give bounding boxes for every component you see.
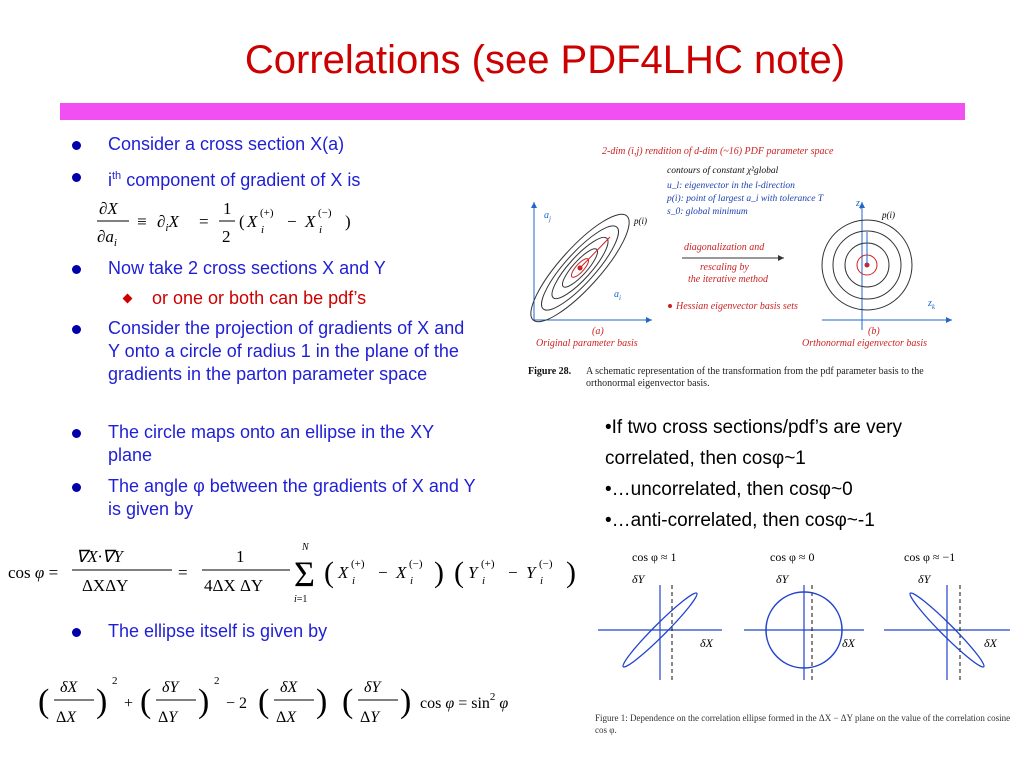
bullet-text: Consider a cross section X(a) xyxy=(108,134,345,154)
slide-title: Correlations (see PDF4LHC note) xyxy=(244,38,846,82)
svg-text:+: + xyxy=(124,695,134,712)
svg-text:−: − xyxy=(508,563,518,582)
svg-text:cos φ =: cos φ = xyxy=(8,563,59,582)
svg-text:=: = xyxy=(178,563,188,582)
bullet-dot-icon xyxy=(72,173,81,182)
bullet-text: Consider the projection of gradients of X and Y onto a circle of radius 1 in the plane of the gradients in the parton parameter space xyxy=(108,318,465,384)
svg-text:(: ( xyxy=(454,556,464,589)
svg-text:): ) xyxy=(198,683,210,720)
x-axis-label: δX xyxy=(700,636,713,650)
svg-text:δX: δX xyxy=(60,679,78,696)
svg-text:(+): (+) xyxy=(481,558,495,570)
svg-text:−: − xyxy=(287,212,297,231)
panel-b-plot xyxy=(822,198,952,330)
y-axis-label: δY xyxy=(776,572,789,586)
svg-text:2: 2 xyxy=(112,675,118,687)
bullet-text: Now take 2 cross sections X and Y xyxy=(108,258,386,278)
svg-text:∂ai: $\partial a_i$ xyxy=(97,227,117,249)
panel-a-label: (a) xyxy=(592,326,604,337)
figure-1 xyxy=(592,545,1017,695)
y-axis-label: δY xyxy=(632,572,645,586)
svg-text:): ) xyxy=(434,556,444,589)
x-axis-label: δX xyxy=(842,636,855,650)
bullet-text: The ellipse itself is given by xyxy=(108,621,328,641)
bullet-text: The circle maps onto an ellipse in the XY plane xyxy=(108,422,434,465)
bullet-text xyxy=(108,475,478,521)
svg-text:X: X xyxy=(396,563,407,582)
bullet-prefix: i xyxy=(108,170,112,190)
arrow-label-bottom: rescaling by xyxy=(700,262,749,273)
bullet-dot-icon xyxy=(72,325,81,334)
svg-text:X: X xyxy=(247,212,258,231)
svg-text:): ) xyxy=(96,683,108,720)
phi-symbol: φ xyxy=(193,476,205,496)
panel-a-caption: Original parameter basis xyxy=(536,338,638,349)
bullet-dot-icon xyxy=(72,483,81,492)
svg-text:δY: δY xyxy=(162,679,179,696)
svg-text:(−): (−) xyxy=(539,558,553,570)
bullet-dot-icon xyxy=(72,141,81,150)
arrow-label-top: diagonalization and xyxy=(684,242,765,253)
arrow-label-bottom2: the iterative method xyxy=(688,274,768,285)
svg-text:(−): (−) xyxy=(318,207,332,219)
svg-text:): ) xyxy=(345,212,351,231)
svg-text:−: − xyxy=(378,563,388,582)
sub-bullet-text: or one or both can be pdf’s xyxy=(152,288,367,308)
svg-text:∇X·∇Y: ∇X·∇Y xyxy=(76,547,123,566)
note-line: •If two cross sections/pdf’s are very xyxy=(605,417,903,438)
svg-text:Σ: Σ xyxy=(294,554,315,594)
bullet-dot-icon xyxy=(72,429,81,438)
title-divider xyxy=(60,103,965,120)
svg-text:ΔXΔY: ΔXΔY xyxy=(82,576,129,595)
svg-text:4ΔX ΔY: 4ΔX ΔY xyxy=(204,576,264,595)
fig1-panel-anticorrelated xyxy=(884,550,1010,680)
svg-text:ΔX: ΔX xyxy=(276,709,297,726)
svg-text:(: ( xyxy=(239,212,245,231)
svg-text:i: i xyxy=(482,575,486,587)
svg-text:ΔY: ΔY xyxy=(158,709,178,726)
bullet-superscript: th xyxy=(112,170,122,182)
svg-text:(: ( xyxy=(38,683,50,720)
bullet-dot-icon xyxy=(72,628,81,637)
svg-text:aj: $a_j$ xyxy=(544,210,551,223)
panel-a-plot xyxy=(522,202,652,333)
svg-text:i: i xyxy=(540,575,544,587)
fig1-caption: Figure 1: Dependence on the correlation ellipse formed in the ΔX − ΔY plane on the value of the correlation cosine cos φ. xyxy=(595,713,1011,735)
svg-text:(−): (−) xyxy=(409,558,423,570)
svg-text:i: i xyxy=(352,575,356,587)
x-axis-label: δX xyxy=(984,636,997,650)
svg-text:p(i): p(i) xyxy=(634,216,647,226)
svg-text:(: ( xyxy=(324,556,334,589)
svg-text:≡: ≡ xyxy=(137,212,147,231)
fig28-caption-label: Figure 28. xyxy=(528,366,572,377)
svg-text:ai: $a_i$ xyxy=(614,289,621,302)
bullet-text-after: between the gradients of X and Y is given by xyxy=(108,476,476,519)
svg-text:cos φ = sin2 φ: $\cos \varphi = \sin^2 \varphi$ xyxy=(420,691,509,712)
fig1-panel-uncorrelated xyxy=(744,550,864,680)
svg-text:(: ( xyxy=(140,683,152,720)
svg-text:(+): (+) xyxy=(351,558,365,570)
svg-text:Y: Y xyxy=(526,563,536,582)
svg-text:δY: δY xyxy=(364,679,381,696)
correlation-notes xyxy=(605,412,1024,536)
fig28-legend: contours of constant χ²global xyxy=(667,166,779,176)
fig1-panel-label: cos φ ≈ −1 xyxy=(904,550,956,564)
fig28-legend: s_0: global minimum xyxy=(667,207,748,217)
gradient-equation xyxy=(95,196,385,252)
fig1-panel-correlated xyxy=(598,550,722,680)
panel-b-label: (b) xyxy=(868,326,880,337)
svg-text:X: X xyxy=(338,563,349,582)
svg-text:): ) xyxy=(400,683,412,720)
y-axis-label: δY xyxy=(918,572,931,586)
svg-text:zk: $z_k$ xyxy=(928,298,936,311)
fig28-caption: A schematic representation of the transformation from the pdf parameter basis to the orthonormal eigenvector basis. xyxy=(586,366,924,389)
fig28-header: 2-dim (i,j) rendition of d-dim (~16) PDF parameter space xyxy=(602,146,834,157)
svg-text:=: = xyxy=(199,212,209,231)
note-line: •…anti-correlated, then cosφ~-1 xyxy=(605,510,875,531)
svg-text:− 2: − 2 xyxy=(226,695,248,712)
svg-text:X: X xyxy=(305,212,316,231)
svg-text:(+): (+) xyxy=(260,207,274,219)
bullet-remainder: component of gradient of X is xyxy=(121,170,361,190)
svg-text:ΔX: ΔX xyxy=(56,709,77,726)
svg-text:zl: $z_l$ xyxy=(856,198,862,211)
bullet-text-before: The angle xyxy=(108,476,194,496)
svg-text:∂iX: $\partial_iX$ xyxy=(157,212,179,234)
note-line: correlated, then cosφ~1 xyxy=(605,448,806,469)
svg-text:1: 1 xyxy=(236,547,245,566)
svg-text:2: 2 xyxy=(222,227,231,246)
panel-b-caption: Orthonormal eigenvector basis xyxy=(802,338,927,349)
svg-text:i: i xyxy=(261,224,265,236)
svg-text:(: ( xyxy=(258,683,270,720)
bullet-text xyxy=(108,165,478,192)
svg-text:ΔY: ΔY xyxy=(360,709,380,726)
svg-text:Y: Y xyxy=(468,563,478,582)
svg-text:i=1: i=1 xyxy=(294,594,308,605)
bullet-dot-icon xyxy=(72,265,81,274)
svg-text:∂X: ∂X xyxy=(99,199,118,218)
hessian-dot-icon xyxy=(668,304,672,308)
svg-text:(: ( xyxy=(342,683,354,720)
note-line: •…uncorrelated, then cosφ~0 xyxy=(605,479,853,500)
svg-text:δX: δX xyxy=(280,679,298,696)
fig28-legend: u_l: eigenvector in the l-direction xyxy=(667,181,795,191)
fig1-panel-label: cos φ ≈ 0 xyxy=(770,550,815,564)
svg-text:N: N xyxy=(302,542,309,553)
svg-text:i: i xyxy=(319,224,323,236)
svg-text:p(i): p(i) xyxy=(882,210,895,220)
svg-text:): ) xyxy=(316,683,328,720)
svg-text:1: 1 xyxy=(223,199,232,218)
fig28-legend: p(i): point of largest a_i with tolerance T xyxy=(667,194,824,204)
svg-text:2: 2 xyxy=(214,675,220,687)
cosine-equation xyxy=(6,538,591,608)
ellipse-equation xyxy=(36,668,536,738)
figure-28 xyxy=(522,140,972,395)
hessian-label: Hessian eigenvector basis sets xyxy=(676,301,798,312)
svg-text:i: i xyxy=(410,575,414,587)
svg-text:): ) xyxy=(566,556,576,589)
diamond-bullet-icon xyxy=(123,294,133,304)
fig1-panel-label: cos φ ≈ 1 xyxy=(632,550,677,564)
